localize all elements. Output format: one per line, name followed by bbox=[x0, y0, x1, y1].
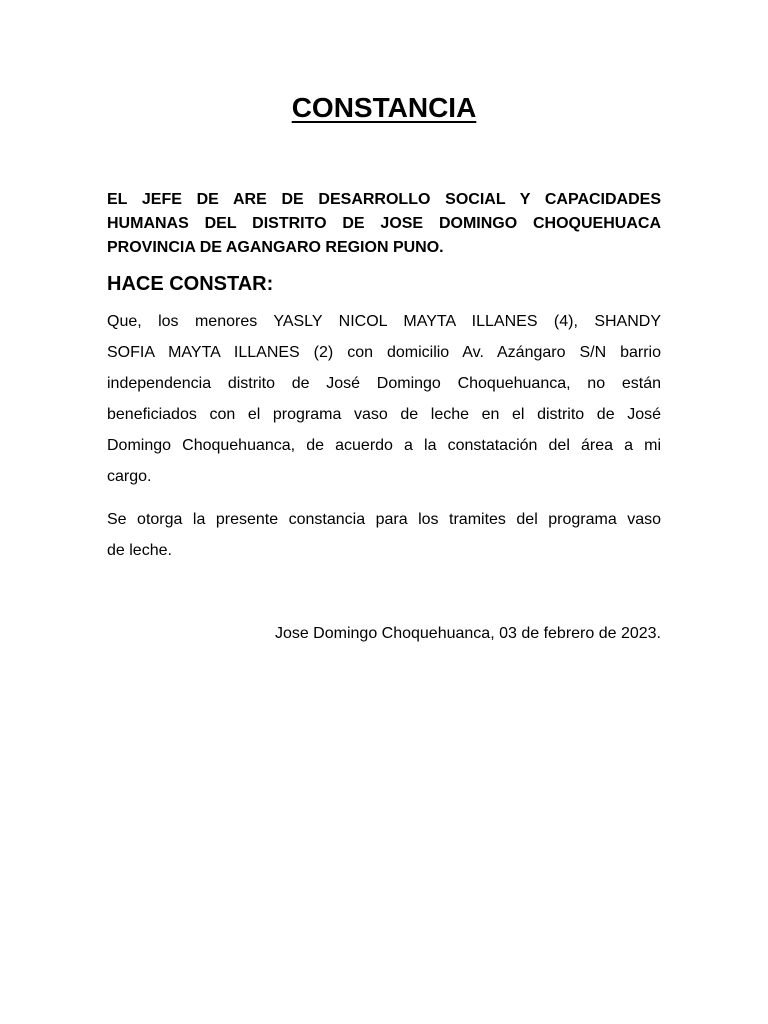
paragraph-line: Domingo Choquehuanca, de acuerdo a la constatación del área a mi bbox=[107, 437, 661, 454]
issuer-line: EL JEFE DE ARE DE DESARROLLO SOCIAL Y CAPACIDADES bbox=[107, 191, 661, 208]
paragraph-line: Se otorga la presente constancia para los tramites del programa vaso bbox=[107, 511, 661, 528]
paragraph-line: de leche. bbox=[107, 542, 172, 559]
paragraph-line: independencia distrito de José Domingo Choquehuanca, no están bbox=[107, 375, 661, 392]
paragraph-line: cargo. bbox=[107, 468, 152, 485]
purpose-paragraph bbox=[107, 504, 661, 566]
section-heading: HACE CONSTAR: bbox=[107, 273, 274, 295]
issuer-line: PROVINCIA DE AGANGARO REGION PUNO. bbox=[107, 239, 444, 256]
place-and-date: Jose Domingo Choquehuanca, 03 de febrero de 2023. bbox=[274, 625, 661, 642]
paragraph-line: beneficiados con el programa vaso de leche en el distrito de José bbox=[107, 406, 661, 423]
certification-paragraph bbox=[107, 306, 661, 492]
document-title: CONSTANCIA bbox=[291, 92, 477, 123]
paragraph-line: Que, los menores YASLY NICOL MAYTA ILLANES (4), SHANDY bbox=[107, 313, 661, 330]
issuer-line: HUMANAS DEL DISTRITO DE JOSE DOMINGO CHOQUEHUACA bbox=[107, 215, 661, 232]
issuer-statement bbox=[107, 188, 661, 260]
paragraph-line: SOFIA MAYTA ILLANES (2) con domicilio Av. Azángaro S/N barrio bbox=[107, 344, 661, 361]
